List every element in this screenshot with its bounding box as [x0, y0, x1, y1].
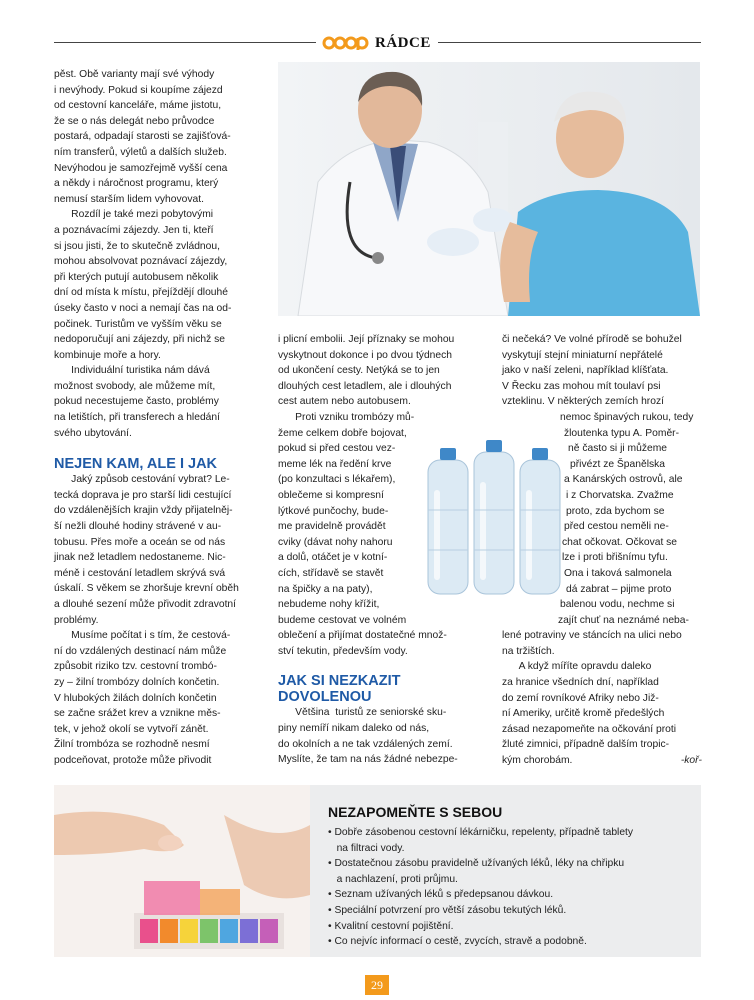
text-line: a dlouhé sezení může přivodit zdravotní — [54, 599, 237, 610]
text-line: lze i proti břišnímu tyfu. — [562, 552, 668, 564]
text-line: cích, střídavě se stavět — [278, 567, 384, 579]
checklist-item: a nachlazení, proti průjmu. — [328, 873, 458, 885]
text-line: počinek. Turistům ve vyšším věku se — [54, 318, 222, 330]
text-line: ně často si ji můžeme — [568, 443, 668, 455]
text-line: ní do vzdálených destinací nám může — [54, 645, 227, 657]
text-line: podceňovat, protože může přivodit — [54, 754, 212, 766]
text-line: zy – žilní trombózy dolních končetin. — [54, 676, 220, 688]
checklist-content — [328, 803, 633, 950]
text-line: (po konzultaci s lékařem), — [278, 474, 396, 486]
text-line: i plicní embolii. Její příznaky se mohou — [278, 334, 455, 345]
checklist-item: • Seznam užívaných léků s předepsanou dávkou. — [328, 889, 554, 901]
author-signature: -koř- — [680, 755, 702, 767]
text-line: Jaký způsob cestování vybrat? Le- — [54, 474, 230, 486]
text-line: Ona i taková salmonela — [564, 567, 672, 579]
text-line: nemusí starším lidem vyhovovat. — [54, 193, 204, 205]
text-line: ství tekutin, především vody. — [278, 645, 408, 657]
text-line: na tržištích. — [502, 645, 555, 657]
text-line: ší nežli dlouhé hodiny strávené v au- — [54, 521, 222, 533]
text-line: za hranice všedních dní, například — [502, 677, 659, 689]
column-1 — [54, 67, 268, 769]
text-line: od ukončení cesty. Netýká se to jen — [278, 365, 440, 377]
text-line: mohou absolvovat poznávací zájezdy, — [54, 256, 228, 268]
col2-paragraph-1 — [278, 332, 476, 410]
text-line: přivézt ze Španělska — [570, 458, 666, 470]
text-line: při kterých putují autobusem několik — [54, 271, 219, 283]
section-heading: NEJEN KAM, ALE I JAK — [54, 456, 218, 473]
text-line: oblečení a přijímat dostatečné množ- — [278, 630, 447, 642]
text-line: tecká doprava je pro starší lidi cestující — [54, 489, 232, 501]
text-line: že se o nás delegát nebo průvodce — [54, 115, 215, 127]
checklist-item: • Dostatečnou zásobu pravidelně užívaných léků, léky na chřipku — [328, 858, 625, 870]
text-line: V Řecku zas mohou mít toulaví psi — [502, 380, 661, 392]
text-line: dá zabrat – pijme proto — [566, 583, 672, 595]
text-line: postará, odpadají starosti se zajišťová- — [54, 131, 231, 143]
pill-organizer-photo — [54, 785, 310, 957]
header-rule-left — [54, 42, 316, 43]
text-line: zajít chuť na neznámé neba- — [558, 614, 689, 626]
checklist-box — [54, 785, 701, 957]
text-line: Myslíte, že tam na nás žádné nebezpe- — [278, 754, 458, 766]
text-line: svého ubytování. — [54, 427, 132, 439]
text-line: vyskytnout dokonce i po dvou týdnech — [278, 349, 453, 361]
text-line: pokud si před cestou vez- — [278, 443, 396, 455]
col1-paragraph-1 — [54, 67, 268, 207]
text-line: úseky často v noci a nemají čas na od- — [54, 302, 232, 314]
text-line: Proti vzniku trombózy mů- — [278, 411, 415, 423]
text-line: na špičky a na paty), — [278, 583, 373, 595]
text-line: a poznávacími zájezdy. Jen ti, kteří — [54, 224, 214, 236]
text-line: ní Ameriky, určitě kromě předešlých — [502, 708, 665, 720]
text-line: problémy. — [54, 614, 99, 626]
text-line: Většina turistů ze seniorské sku- — [278, 707, 447, 719]
text-line: Žilní trombóza se rozhodně nesmí — [54, 739, 210, 751]
text-line: i nevýhody. Pokud si koupíme zájezd — [54, 84, 223, 96]
text-line: do zemí rovníkové Afriky nebo Již- — [502, 692, 659, 704]
col1-paragraph-4 — [54, 472, 268, 628]
text-line: meme lék na ředění krve — [278, 458, 392, 470]
text-line: V hlubokých žilách dolních končetin — [54, 692, 217, 704]
text-line: nemoc špinavých rukou, tedy — [560, 411, 694, 423]
page-number: 29 — [365, 975, 389, 995]
text-line: cviky (dávat nohy nahoru — [278, 536, 393, 548]
col1-paragraph-3 — [54, 363, 268, 441]
col3-paragraph-2 — [502, 410, 702, 628]
text-line: i z Chorvatska. Zvažme — [566, 489, 674, 501]
text-line: možnost svobody, ale můžeme mít, — [54, 380, 216, 392]
section-heading-line-1: JAK SI NEZKAZIT — [278, 673, 401, 690]
checklist-item: na filtraci vody. — [328, 842, 405, 854]
text-line: Rozdíl je také mezi pobytovými — [54, 209, 214, 221]
checklist-item: • Speciální potvrzení pro větší zásobu tekutých léků. — [328, 904, 567, 916]
text-line: méně i cestování letadlem skrývá svá — [54, 567, 226, 579]
checklist-item: • Dobře zásobenou cestovní lékárničku, repelenty, případně tablety — [328, 827, 634, 838]
text-line: se začne srážet krev a vznikne měs- — [54, 708, 221, 720]
header-rule-right — [438, 42, 701, 43]
text-line: žluté zimnici, případně dalším tropic- — [502, 739, 670, 751]
text-line: piny nemíří nikam daleko od nás, — [278, 723, 430, 735]
text-line: jako v naší zeleni, například klíšťata. — [502, 365, 669, 377]
text-line: nebudeme nohy křížit, — [278, 599, 380, 611]
text-line: budeme cestovat ve volném — [278, 614, 407, 626]
col3-paragraph-4 — [502, 659, 702, 768]
col3-paragraph-1 — [502, 332, 702, 410]
text-line: zásad nezapomeňte na očkování proti — [502, 723, 677, 735]
checklist-item: • Co nejvíc informací o cestě, zvycích, stravě a podobně. — [328, 936, 587, 948]
text-line: pokud necestujeme často, problémy — [54, 396, 219, 408]
text-line: nedoporučují ani zájezdy, při nichž se — [54, 334, 225, 346]
text-line: kombinuje moře a hory. — [54, 349, 161, 361]
text-line: balenou vodu, nechme si — [560, 599, 675, 611]
text-line: dlouhých cest letadlem, ale i dlouhých — [278, 380, 452, 392]
text-line: oblečeme si kompresní — [278, 489, 384, 501]
header-brand: RÁDCE — [375, 35, 431, 51]
text-line: lené potraviny ve stáncích na ulici nebo — [502, 630, 682, 642]
text-line: Musíme počítat i s tím, že cestová- — [54, 630, 231, 642]
col1-paragraph-2 — [54, 207, 268, 363]
text-line: do okolních a ne tak vzdálených zemí. — [278, 738, 453, 750]
col3-paragraph-3 — [502, 628, 702, 659]
text-line: si jsou jisti, že to skutečně zvládnou, — [54, 240, 220, 252]
text-line: cest autem nebo autobusem. — [278, 396, 411, 408]
text-line: do vzdálenějších krajin vždy přijatelněj- — [54, 505, 233, 517]
text-line: a dolů, otáčet je v kotní- — [278, 552, 388, 564]
text-line: na letištích, při transferech a hledání — [54, 412, 220, 424]
text-line: Individuální turistika nám dává — [54, 365, 210, 377]
text-line: vzteklinu. V některých zemích hrozí — [502, 396, 664, 408]
text-line: me pravidelně provádět — [278, 521, 386, 533]
text-line: jinak než letadlem nedostaneme. Nic- — [54, 552, 226, 564]
text-line: před cestou neměli ne- — [564, 521, 669, 533]
section-heading-line-2: DOVOLENOU — [278, 689, 372, 706]
text-line: a Kanárských ostrovů, ale — [564, 474, 683, 486]
text-line: tobusu. Přes moře a oceán se od nás — [54, 536, 226, 548]
text-line: ním transferů, výletů a dalších služeb. — [54, 146, 227, 158]
doctor-vaccinating-photo — [278, 62, 700, 316]
checklist-item: • Kvalitní cestovní pojištění. — [328, 920, 454, 932]
text-line: lýtkové punčochy, bude- — [278, 505, 389, 517]
text-line: proto, zda bychom se — [566, 505, 665, 517]
text-line: a někdy i náročnost programu, který — [54, 178, 219, 190]
text-line: či nečeká? Ve volné přírodě se bohužel — [502, 334, 682, 345]
text-line: pěst. Obě varianty mají své výhody — [54, 69, 215, 80]
text-line: tek, v jehož okolí se vytvoří zánět. — [54, 723, 209, 735]
col1-paragraph-5 — [54, 628, 268, 768]
text-line: A když míříte opravdu daleko — [502, 661, 652, 673]
text-line: vyskytují stejní miniaturní nepřátelé — [502, 349, 663, 361]
text-line: dní od místa k místu, přejíždějí dlouhé — [54, 287, 228, 299]
page-header — [0, 34, 754, 52]
col2-paragraph-3 — [278, 705, 476, 767]
text-line: od cestovní kanceláře, máme jistotu, — [54, 100, 222, 112]
text-line: žeme celkem dobře bojovat, — [278, 427, 407, 439]
text-line: chat očkovat. Očkovat se — [562, 536, 678, 548]
text-line: úskalí. S věkem se zhoršuje krevní oběh — [54, 583, 239, 595]
text-line-content: kým chorobám. — [502, 755, 573, 767]
text-line: žloutenka typu A. Poměr- — [564, 427, 680, 439]
coop-logo — [322, 34, 370, 52]
text-line: Nevýhodou je samozřejmě vyšší cena — [54, 162, 228, 174]
text-line — [502, 753, 702, 769]
text-line: způsobit riziko tzv. cestovní trombó- — [54, 661, 217, 673]
column-3 — [502, 332, 702, 769]
checklist-title: NEZAPOMEŇTE S SEBOU — [328, 804, 503, 820]
